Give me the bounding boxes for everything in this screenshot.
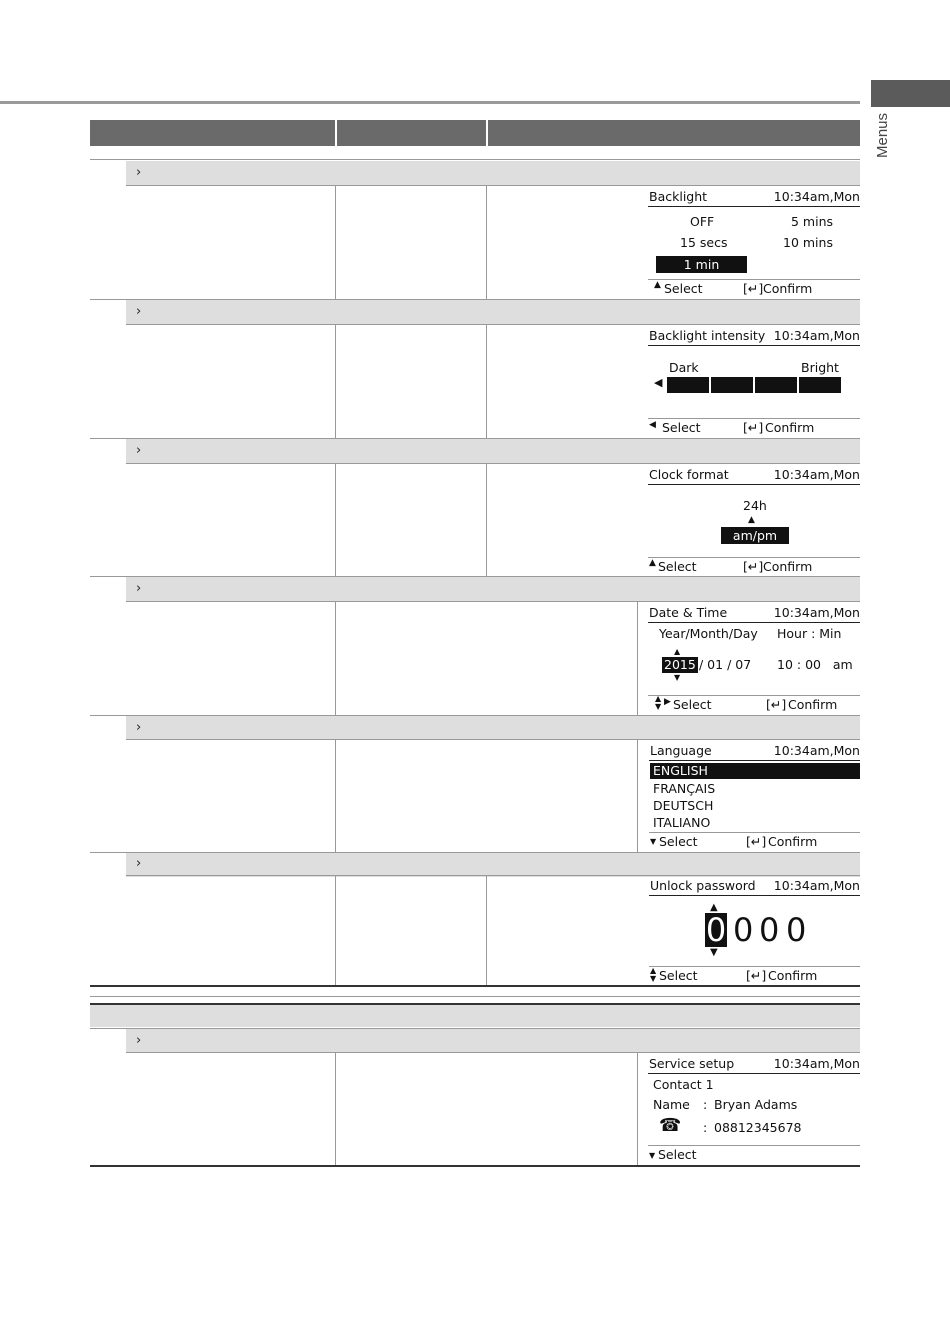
screen-title: Language bbox=[650, 743, 712, 758]
phone-value[interactable]: 08812345678 bbox=[714, 1120, 802, 1135]
option-off[interactable]: OFF bbox=[690, 214, 715, 229]
option-24h[interactable]: 24h bbox=[743, 498, 767, 513]
screen-time: 10:34am,Mon bbox=[773, 467, 860, 482]
bright-label: Bright bbox=[801, 360, 839, 375]
screen-title: Backlight bbox=[649, 189, 708, 204]
backlight-screen bbox=[648, 188, 860, 298]
row-band bbox=[126, 1029, 860, 1053]
screen-title: Service setup bbox=[649, 1056, 735, 1071]
language-francais[interactable]: FRANÇAIS bbox=[653, 781, 716, 796]
intensity-screen bbox=[648, 327, 860, 437]
up-arrow-icon: ▲ bbox=[654, 280, 661, 290]
name-label: Name bbox=[653, 1097, 690, 1112]
screen-time: 10:34am,Mon bbox=[773, 878, 860, 893]
screen-time: 10:34am,Mon bbox=[773, 743, 860, 758]
screen-time: 10:34am,Mon bbox=[773, 1056, 860, 1071]
chevron-right-icon: › bbox=[136, 581, 142, 596]
intensity-segment bbox=[667, 377, 709, 393]
enter-key-icon: [↵] bbox=[746, 834, 767, 849]
option-1-min-selected[interactable]: 1 min bbox=[656, 256, 747, 273]
name-separator: : bbox=[703, 1097, 708, 1112]
dark-label: Dark bbox=[669, 360, 699, 375]
row-band bbox=[126, 300, 860, 324]
row-band bbox=[126, 577, 860, 601]
footer-select: Select bbox=[664, 281, 703, 296]
left-arrow-icon[interactable]: ◀ bbox=[654, 376, 663, 389]
month-day-field[interactable]: / 01 / 07 bbox=[699, 657, 752, 672]
language-screen bbox=[649, 742, 860, 852]
footer-confirm: Confirm bbox=[763, 281, 813, 296]
telephone-icon: ☎ bbox=[659, 1115, 682, 1136]
intensity-bar[interactable] bbox=[667, 377, 841, 393]
chevron-right-icon: › bbox=[136, 856, 142, 871]
language-italiano[interactable]: ITALIANO bbox=[653, 815, 711, 830]
section-tab-label: Menus bbox=[874, 112, 891, 158]
footer-select: Select bbox=[659, 834, 698, 849]
screen-time: 10:34am,Mon bbox=[773, 328, 860, 343]
chevron-right-icon: › bbox=[136, 443, 142, 458]
chevron-right-icon: › bbox=[136, 1033, 142, 1048]
screen-title: Unlock password bbox=[650, 878, 756, 893]
password-digit-4[interactable]: 0 bbox=[786, 911, 807, 949]
screen-time: 10:34am,Mon bbox=[773, 189, 860, 204]
chevron-right-icon: › bbox=[136, 304, 142, 319]
date-label: Year/Month/Day bbox=[659, 626, 758, 641]
date-time-screen bbox=[648, 604, 860, 714]
option-10-mins[interactable]: 10 mins bbox=[783, 235, 833, 250]
intensity-segment bbox=[755, 377, 797, 393]
section-tab bbox=[871, 80, 950, 107]
footer-confirm: Confirm bbox=[788, 697, 838, 712]
enter-key-icon: [↵] bbox=[766, 697, 787, 712]
footer-select: Select bbox=[673, 697, 712, 712]
left-arrow-icon: ◀ bbox=[649, 420, 656, 430]
row-band bbox=[126, 853, 860, 877]
up-down-arrow-icon: ▲ ▼ bbox=[655, 694, 662, 711]
chevron-right-icon: › bbox=[136, 165, 142, 180]
screen-time: 10:34am,Mon bbox=[773, 605, 860, 620]
footer-select: Select bbox=[658, 1147, 697, 1162]
language-deutsch[interactable]: DEUTSCH bbox=[653, 798, 714, 813]
screen-title: Date & Time bbox=[649, 605, 728, 620]
password-digit-1-selected[interactable]: 0 bbox=[705, 911, 727, 949]
down-arrow-icon: ▼ bbox=[650, 837, 657, 846]
screen-title: Backlight intensity bbox=[649, 328, 766, 343]
service-setup-screen bbox=[648, 1055, 860, 1165]
up-arrow-icon: ▲ bbox=[649, 558, 656, 568]
down-arrow-icon: ▼ bbox=[710, 947, 718, 958]
intensity-segment bbox=[799, 377, 841, 393]
right-arrow-icon: ▶ bbox=[664, 697, 671, 707]
up-arrow-icon: ▲ bbox=[710, 902, 718, 913]
footer-select: Select bbox=[658, 559, 697, 574]
option-15-secs[interactable]: 15 secs bbox=[680, 235, 728, 250]
up-arrow-icon: ▲ bbox=[674, 647, 681, 656]
header-rule bbox=[0, 101, 860, 104]
footer-confirm: Confirm bbox=[763, 559, 813, 574]
contact-label: Contact 1 bbox=[653, 1077, 714, 1092]
table-header bbox=[90, 120, 860, 146]
footer-confirm: Confirm bbox=[768, 968, 818, 983]
phone-separator: : bbox=[703, 1120, 708, 1135]
row-band bbox=[126, 716, 860, 740]
row-band bbox=[126, 439, 860, 463]
password-digit-3[interactable]: 0 bbox=[759, 911, 780, 949]
screen-title: Clock format bbox=[649, 467, 729, 482]
enter-key-icon: [↵] bbox=[743, 420, 764, 435]
down-arrow-icon: ▼ bbox=[674, 673, 681, 682]
clock-field[interactable]: 10 : 00 am bbox=[777, 657, 853, 672]
option-5-mins[interactable]: 5 mins bbox=[791, 214, 834, 229]
time-label: Hour : Min bbox=[777, 626, 842, 641]
password-digit-2[interactable]: 0 bbox=[733, 911, 754, 949]
footer-confirm: Confirm bbox=[768, 834, 818, 849]
enter-key-icon: [↵] bbox=[746, 968, 767, 983]
clock-format-screen bbox=[648, 466, 860, 576]
enter-key-icon: [↵] bbox=[743, 281, 764, 296]
intensity-segment bbox=[711, 377, 753, 393]
up-down-arrow-icon: ▲ ▼ bbox=[650, 966, 657, 983]
down-arrow-icon: ▼ bbox=[649, 1151, 656, 1160]
language-english-selected[interactable]: ENGLISH bbox=[650, 763, 860, 779]
footer-select: Select bbox=[659, 968, 698, 983]
unlock-password-screen bbox=[649, 877, 860, 985]
row-band bbox=[126, 161, 860, 185]
footer-confirm: Confirm bbox=[765, 420, 815, 435]
option-ampm-selected[interactable]: am/pm bbox=[721, 527, 789, 544]
name-value[interactable]: Bryan Adams bbox=[714, 1097, 798, 1112]
enter-key-icon: [↵] bbox=[743, 559, 764, 574]
chevron-right-icon: › bbox=[136, 720, 142, 735]
up-arrow-icon: ▲ bbox=[748, 515, 755, 525]
year-field-selected[interactable]: 2015 bbox=[664, 657, 696, 672]
section-band bbox=[90, 1005, 860, 1027]
footer-select: Select bbox=[662, 420, 701, 435]
